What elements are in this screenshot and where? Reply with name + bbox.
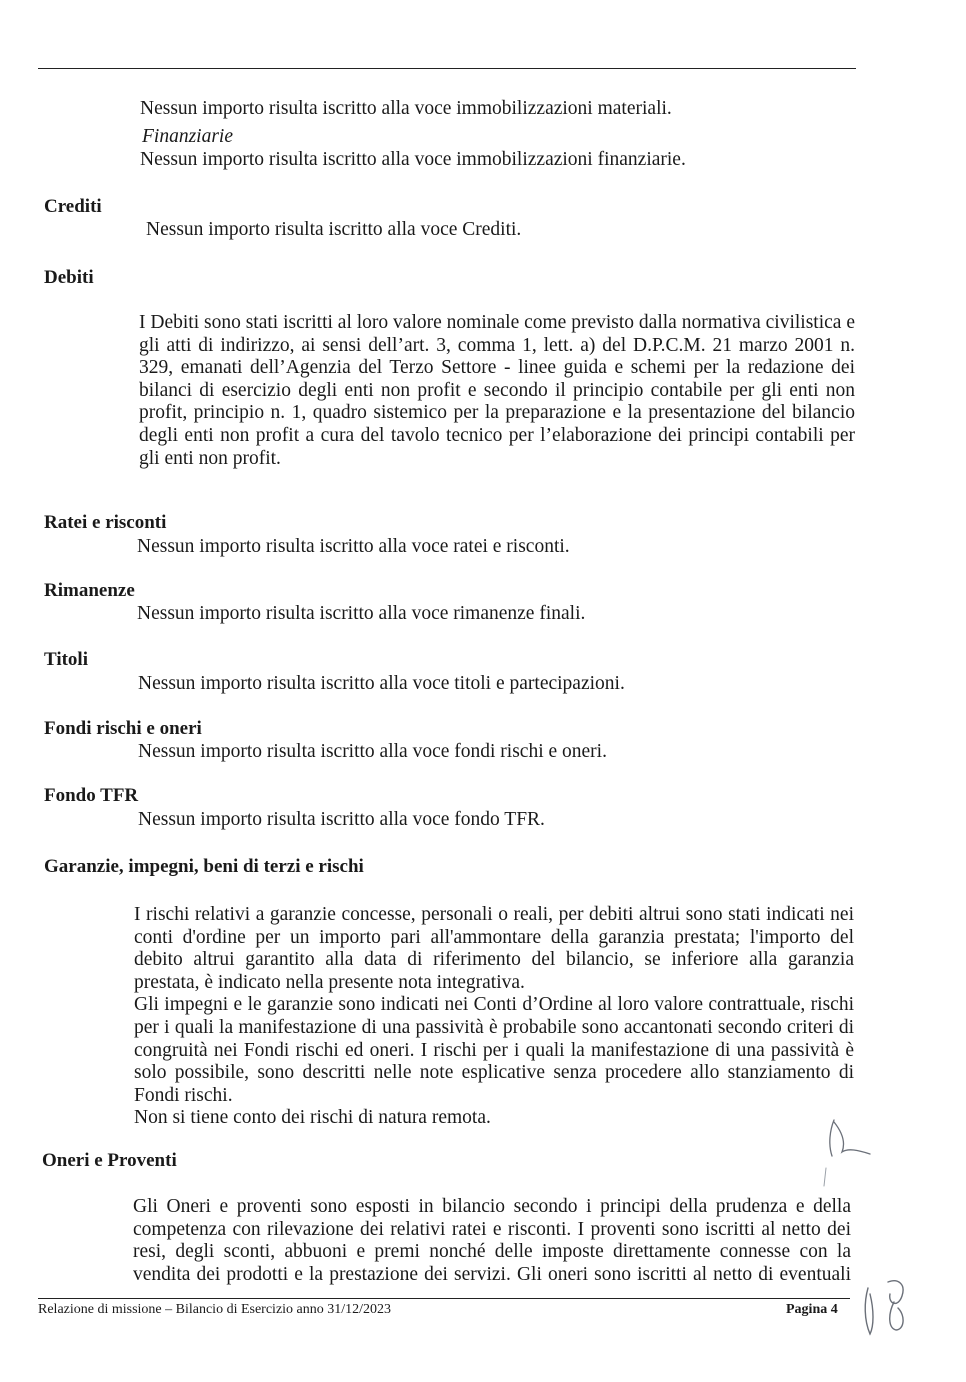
ratei-risconti-text: Nessun importo risulta iscritto alla voce ratei e risconti. — [137, 536, 570, 557]
titoli-heading: Titoli — [44, 649, 88, 670]
handwritten-number-icon — [858, 1268, 918, 1348]
immobilizzazioni-materiali-text: Nessun importo risulta iscritto alla voce immobilizzazioni materiali. — [140, 98, 672, 119]
crediti-heading: Crediti — [44, 196, 102, 217]
footer-page-number: Pagina 4 — [786, 1302, 838, 1317]
crediti-text: Nessun importo risulta iscritto alla voce Crediti. — [146, 219, 522, 240]
fondi-rischi-oneri-heading: Fondi rischi e oneri — [44, 718, 202, 739]
header-rule — [38, 68, 856, 69]
ratei-risconti-heading: Ratei e risconti — [44, 512, 167, 533]
footer-document-title: Relazione di missione – Bilancio di Esercizio anno 31/12/2023 — [38, 1302, 392, 1317]
oneri-proventi-heading: Oneri e Proventi — [42, 1150, 177, 1171]
rimanenze-text: Nessun importo risulta iscritto alla voce rimanenze finali. — [137, 603, 586, 624]
handwritten-initials-icon — [812, 1108, 882, 1198]
fondi-rischi-oneri-text: Nessun importo risulta iscritto alla voce fondi rischi e oneri. — [138, 741, 607, 762]
titoli-text: Nessun importo risulta iscritto alla voce titoli e partecipazioni. — [138, 673, 625, 694]
fondo-tfr-text: Nessun importo risulta iscritto alla voce fondo TFR. — [138, 809, 545, 830]
garanzie-paragraph-3: Non si tiene conto dei rischi di natura remota. — [134, 1107, 491, 1129]
garanzie-paragraph-1: I rischi relativi a garanzie concesse, personali o reali, per debiti altrui sono stati indicati nei conti d'ordine per un importo pari all'ammontare della garanzia prestata; l'importo del debito altrui garantito alla data di riferimento del bilancio, se inferiore alla garanzia prestata, è indicato nella presente nota integrativa. — [134, 904, 854, 993]
immobilizzazioni-finanziarie-text: Nessun importo risulta iscritto alla voce immobilizzazioni finanziarie. — [140, 149, 686, 170]
garanzie-heading: Garanzie, impegni, beni di terzi e rischi — [44, 856, 364, 877]
oneri-proventi-paragraph: Gli Oneri e proventi sono esposti in bilancio secondo i principi della prudenza e della competenza con rilevazione dei relativi ratei e risconti. I proventi sono iscritti al netto dei resi, degli sconti, abbuoni e premi nonché delle imposte direttamente connesse con la vendita dei prodotti e la prestazione dei servizi. Gli oneri sono iscritti al netto di eventuali — [133, 1196, 851, 1285]
debiti-paragraph: I Debiti sono stati iscritti al loro valore nominale come previsto dalla normativa civilistica e gli atti di indirizzo, ai sensi dell’art. 3, comma 1, lett. a) del D.P.C.M. 21 marzo 2001 n. 329, emanati dell’Agenzia del Terzo Settore - linee guida e schemi per la redazione dei bilanci di esercizio degli enti non profit e secondo il principio contabile per gli enti non profit, principio n. 1, quadro sistemico per la preparazione e la presentazione del bilancio degli enti non profit a cura del tavolo tecnico per l’elaborazione dei principi contabili per gli enti non profit. — [139, 312, 855, 469]
garanzie-paragraphs — [134, 904, 854, 1130]
garanzie-paragraph-2: Gli impegni e le garanzie sono indicati nei Conti d’Ordine al loro valore contrattuale, rischi per i quali la manifestazione di una passività è probabile sono accantonati secondo criteri di congruità nei Fondi rischi ed oneri. I rischi per i quali la manifestazione di una passività è solo possibile, sono descritti nelle note esplicative senza procedere allo stanziamento di Fondi rischi. — [134, 994, 854, 1106]
finanziarie-subheading: Finanziarie — [142, 126, 233, 147]
debiti-heading: Debiti — [44, 267, 94, 288]
rimanenze-heading: Rimanenze — [44, 580, 135, 601]
footer-rule — [38, 1298, 850, 1299]
fondo-tfr-heading: Fondo TFR — [44, 785, 139, 806]
